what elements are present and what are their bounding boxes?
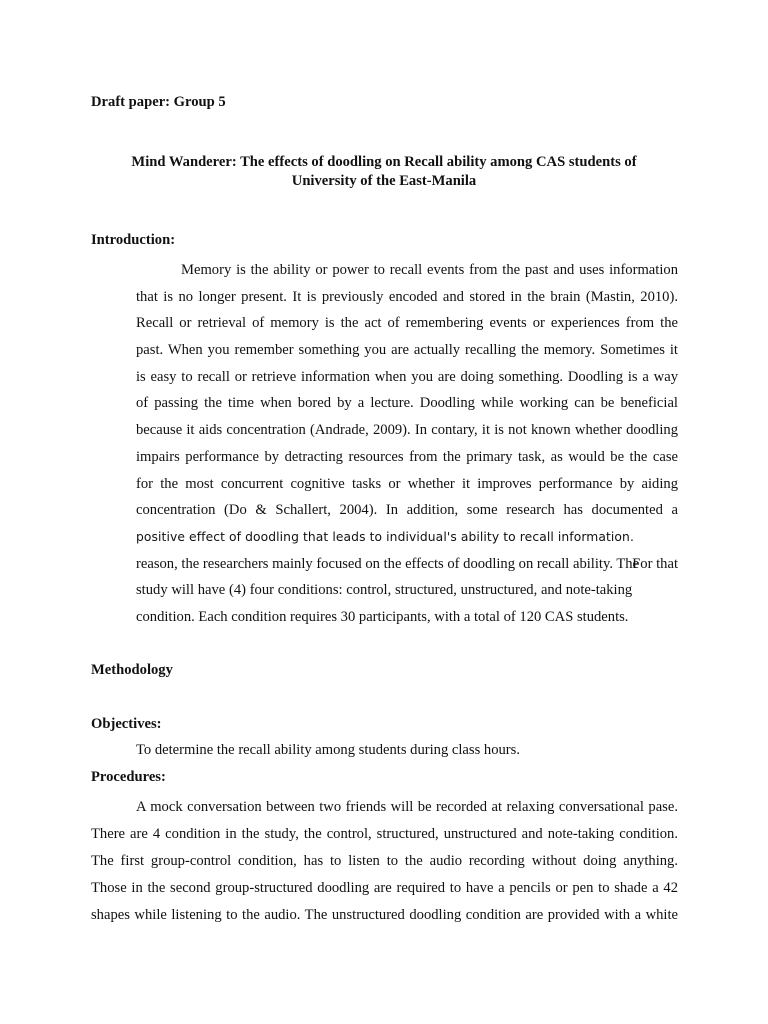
intro-line: concentration (Do & Schallert, 2004). In addition, some research has documented a bbox=[136, 502, 678, 519]
paper-title-line-2: University of the East-Manila bbox=[291, 173, 477, 189]
objectives-text: To determine the recall ability among students during class hours. bbox=[136, 742, 520, 758]
procedure-line: A mock conversation between two friends will be recorded at relaxing conversational pase. bbox=[136, 799, 678, 815]
paper-title-line-1: Mind Wanderer: The effects of doodling on Recall ability among CAS students of bbox=[131, 154, 637, 170]
intro-line: for the most concurrent cognitive tasks or whether it improves performance by aiding bbox=[136, 475, 678, 492]
procedure-line: shapes while listening to the audio. The unstructured doodling condition are provided with a white bbox=[91, 907, 678, 923]
intro-line: impairs performance by detracting resources from the primary task, as would be the case bbox=[136, 448, 678, 465]
objectives-heading: Objectives: bbox=[91, 716, 162, 732]
intro-line: that is no longer present. It is previously encoded and stored in the brain (Mastin, 2010). bbox=[136, 288, 678, 305]
intro-line: past. When you remember something you are actually recalling the memory. Sometimes it bbox=[136, 342, 678, 359]
intro-line: Recall or retrieval of memory is the act of remembering events or experiences from the bbox=[136, 315, 678, 332]
intro-line: Memory is the ability or power to recall events from the past and uses information bbox=[181, 262, 678, 278]
draft-label: Draft paper: Group 5 bbox=[91, 94, 226, 110]
methodology-heading: Methodology bbox=[91, 662, 173, 678]
intro-line: is easy to recall or retrieve information when you are doing something. Doodling is a way bbox=[136, 368, 678, 385]
introduction-paragraph bbox=[136, 257, 678, 631]
intro-line: because it aids concentration (Andrade, 2009). In contary, it is not known whether doodling bbox=[136, 422, 678, 439]
procedures-paragraph bbox=[91, 794, 678, 929]
procedures-heading: Procedures: bbox=[91, 769, 166, 785]
procedure-line: Those in the second group-structured doodling are required to have a pencils or pen to shade a 42 bbox=[91, 880, 678, 896]
intro-line: of passing the time when bored by a lecture. Doodling while working can be beneficial bbox=[136, 395, 678, 412]
highlighted-phrase: positive effect of doodling that leads to individual's ability to recall information. bbox=[136, 529, 634, 544]
intro-line: reason, the researchers mainly focused on the effects of doodling on recall ability. The bbox=[136, 555, 640, 572]
procedure-line: The first group-control condition, has to listen to the audio recording without doing anything. bbox=[91, 853, 678, 869]
intro-line: condition. Each condition requires 30 participants, with a total of 120 CAS students. bbox=[136, 608, 629, 625]
intro-line-tail: For that bbox=[632, 555, 678, 572]
introduction-heading: Introduction: bbox=[91, 232, 176, 248]
intro-line: study will have (4) four conditions: control, structured, unstructured, and note-taking bbox=[136, 582, 633, 599]
procedure-line: There are 4 condition in the study, the control, structured, unstructured and note-taking condition. bbox=[91, 826, 678, 842]
